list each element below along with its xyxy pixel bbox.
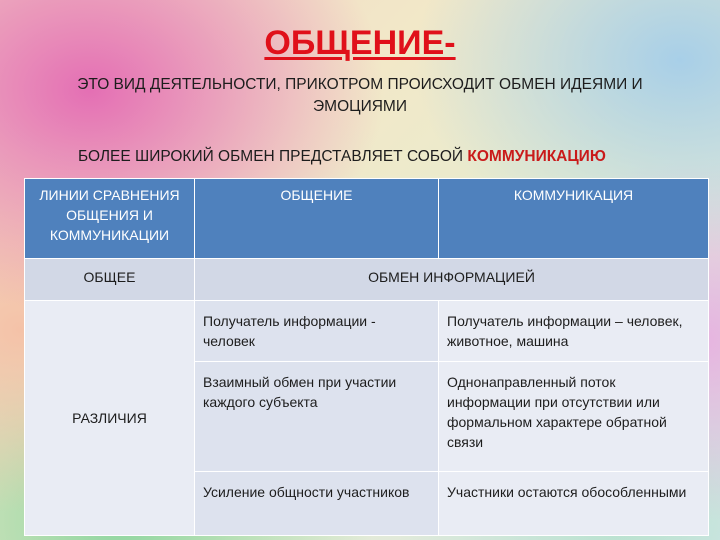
diff-label: РАЗЛИЧИЯ [25,301,195,536]
slide-note [78,148,606,166]
diff-cell-communication: Взаимный обмен при участии каждого субъекта [195,362,439,472]
table-header-row [25,179,709,259]
diff-cell-communication: Усиление общности участников [195,472,439,536]
diff-cell-kommunikatsiya: Получатель информации – человек, животное, машина [439,301,709,362]
header-kommunikatsiya: КОММУНИКАЦИЯ [439,179,709,259]
diff-cell-kommunikatsiya: Участники остаются обособленными [439,472,709,536]
slide-title-wrap [0,24,720,63]
diff-cell-communication: Получатель информации - человек [195,301,439,362]
header-communication: ОБЩЕНИЕ [195,179,439,259]
common-value: ОБМЕН ИНФОРМАЦИЕЙ [195,259,709,301]
slide-title: ОБЩЕНИЕ- [264,24,456,62]
slide-subtitle: ЭТО ВИД ДЕЯТЕЛЬНОСТИ, ПРИКОТРОМ ПРОИСХОДИТ ОБМЕН ИДЕЯМИ И ЭМОЦИЯМИ [77,76,643,115]
table-row [25,301,709,362]
header-comparison-lines: ЛИНИИ СРАВНЕНИЯ ОБЩЕНИЯ И КОММУНИКАЦИИ [25,179,195,259]
note-text: БОЛЕЕ ШИРОКИЙ ОБМЕН ПРЕДСТАВЛЯЕТ СОБОЙ [78,148,464,165]
comparison-table [24,178,709,536]
note-highlight: КОММУНИКАЦИЮ [467,148,606,165]
common-label: ОБЩЕЕ [25,259,195,301]
table-row-common [25,259,709,301]
diff-cell-kommunikatsiya: Однонаправленный поток информации при отсутствии или формальном характере обратной связи [439,362,709,472]
